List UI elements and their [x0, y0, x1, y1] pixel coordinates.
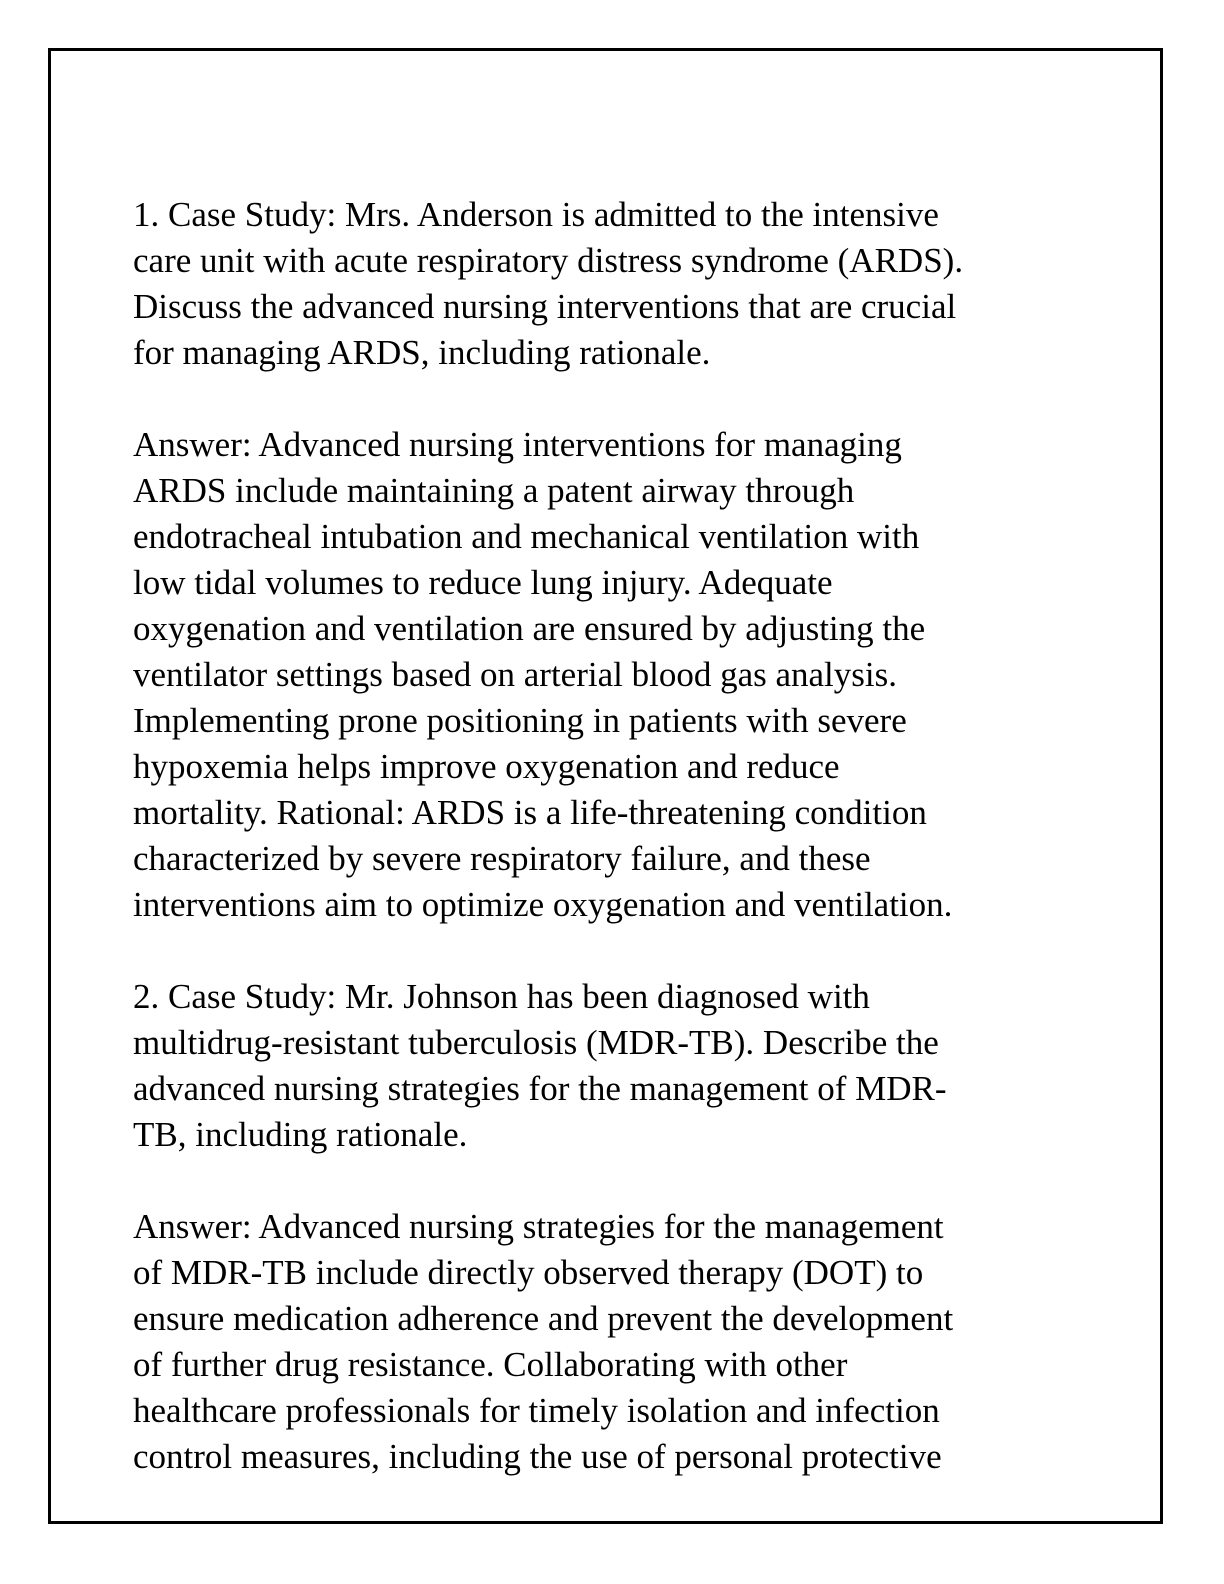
paragraph-gap [133, 928, 1093, 974]
text-line: 2. Case Study: Mr. Johnson has been diagnosed with [133, 977, 870, 1016]
text-line: Implementing prone positioning in patients with severe [133, 701, 907, 740]
text-line: ensure medication adherence and prevent the development [133, 1299, 954, 1338]
text-line: of MDR-TB include directly observed therapy (DOT) to [133, 1253, 924, 1292]
text-line: ventilator settings based on arterial blood gas analysis. [133, 655, 897, 694]
text-line: healthcare professionals for timely isolation and infection [133, 1391, 940, 1430]
document-body [133, 192, 1093, 1480]
text-line: mortality. Rational: ARDS is a life-threatening condition [133, 793, 927, 832]
text-line: endotracheal intubation and mechanical ventilation with [133, 517, 920, 556]
question-1 [133, 192, 1093, 376]
paragraph-gap [133, 376, 1093, 422]
answer-2 [133, 1204, 1093, 1480]
text-line: Discuss the advanced nursing interventions that are crucial [133, 287, 957, 326]
text-line: low tidal volumes to reduce lung injury. Adequate [133, 563, 833, 602]
text-line: hypoxemia helps improve oxygenation and reduce [133, 747, 840, 786]
text-line: of further drug resistance. Collaborating with other [133, 1345, 848, 1384]
text-line: control measures, including the use of personal protective [133, 1437, 942, 1476]
text-line: ARDS include maintaining a patent airway through [133, 471, 855, 510]
paragraph-gap [133, 1158, 1093, 1204]
text-line: oxygenation and ventilation are ensured by adjusting the [133, 609, 926, 648]
text-line: Answer: Advanced nursing strategies for the management [133, 1207, 944, 1246]
question-2 [133, 974, 1093, 1158]
text-line: multidrug-resistant tuberculosis (MDR-TB). Describe the [133, 1023, 939, 1062]
text-line: Answer: Advanced nursing interventions for managing [133, 425, 902, 464]
text-line: 1. Case Study: Mrs. Anderson is admitted to the intensive [133, 195, 939, 234]
text-line: care unit with acute respiratory distress syndrome (ARDS). [133, 241, 964, 280]
text-line: for managing ARDS, including rationale. [133, 333, 711, 372]
text-line: characterized by severe respiratory failure, and these [133, 839, 871, 878]
text-line: advanced nursing strategies for the management of MDR- [133, 1069, 947, 1108]
text-line: interventions aim to optimize oxygenation and ventilation. [133, 885, 953, 924]
text-line: TB, including rationale. [133, 1115, 468, 1154]
answer-1 [133, 422, 1093, 928]
